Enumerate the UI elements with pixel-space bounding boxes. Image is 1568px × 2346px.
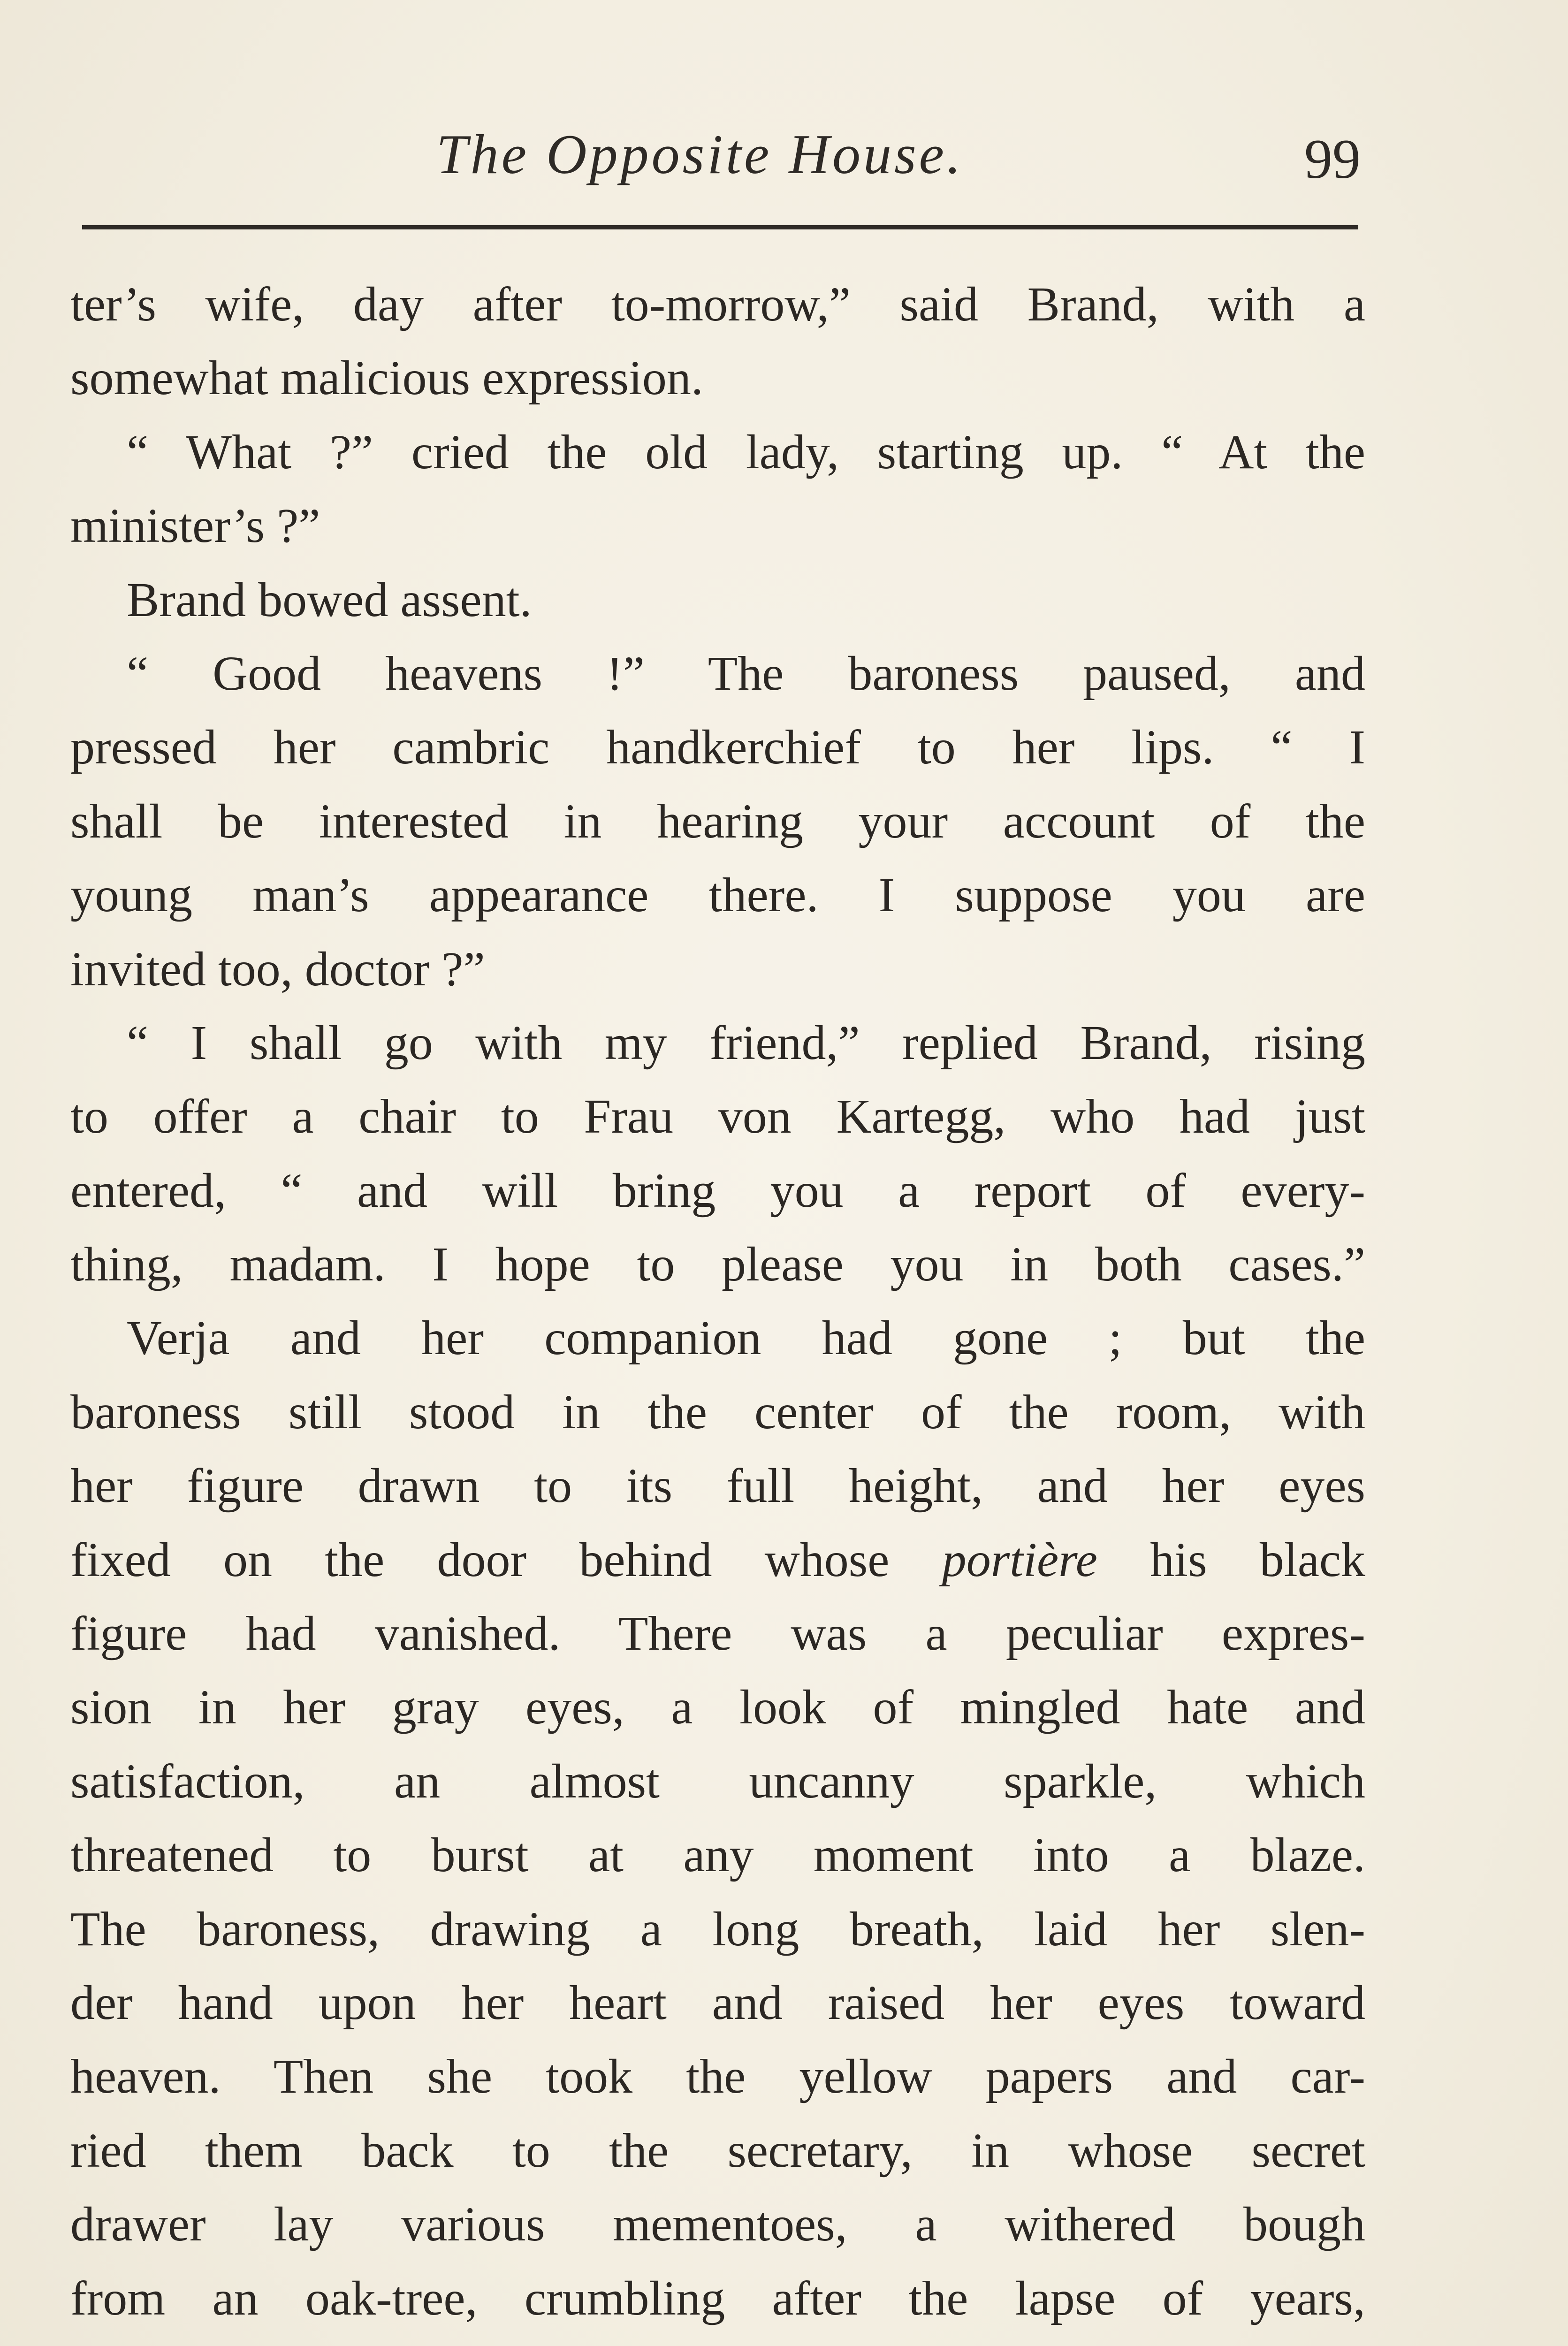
text-line: der hand upon her heart and raised her eyes toward <box>70 1975 1365 2030</box>
text-line: baroness still stood in the center of the room, with <box>70 1385 1365 1439</box>
text-line: Verja and her companion had gone ; but the <box>127 1311 1365 1365</box>
text-line: pressed her cambric handkerchief to her lips. “ I <box>70 720 1365 775</box>
text-line: sion in her gray eyes, a look of mingled hate and <box>70 1680 1365 1735</box>
text-line: from an oak-tree, crumbling after the lapse of years, <box>70 2271 1365 2325</box>
text-line: her figure drawn to its full height, and her eyes <box>70 1459 1365 1513</box>
text-line: invited too, doctor ?” <box>70 942 485 996</box>
text-line: “ What ?” cried the old lady, starting up. “ At the <box>127 425 1365 479</box>
text-line: figure had vanished. There was a peculiar expres- <box>70 1607 1365 1661</box>
text-line: minister’s ?” <box>70 499 320 553</box>
page-header <box>70 113 1361 206</box>
page-number: 99 <box>1304 128 1361 190</box>
text-segment: his black <box>1150 1532 1366 1587</box>
text-line: young man’s appearance there. I suppose you are <box>70 868 1365 922</box>
text-line: somewhat malicious expression. <box>70 351 703 405</box>
text-line: The baroness, drawing a long breath, laid her slen- <box>70 1902 1365 1956</box>
text-line: shall be interested in hearing your account of the <box>70 794 1365 848</box>
text-line: “ I shall go with my friend,” replied Brand, rising <box>127 1015 1365 1070</box>
running-title: The Opposite House. <box>436 123 964 185</box>
text-line-with-italic <box>70 1523 1365 1597</box>
italic-word-portiere: portière <box>942 1532 1097 1587</box>
text-line: ried them back to the secretary, in whose secret <box>70 2123 1365 2178</box>
text-segment: fixed on the door behind whose <box>70 1532 890 1587</box>
text-line: heaven. Then she took the yellow papers and car- <box>70 2049 1365 2104</box>
body-text <box>70 267 1365 2335</box>
text-line: drawer lay various mementoes, a withered bough <box>70 2197 1365 2252</box>
text-line: satisfaction, an almost uncanny sparkle, which <box>70 1754 1365 1808</box>
text-line: entered, “ and will bring you a report of every- <box>70 1163 1365 1218</box>
text-line: Brand bowed assent. <box>127 572 532 627</box>
text-line: to offer a chair to Frau von Kartegg, who had just <box>70 1089 1365 1144</box>
text-line: “ Good heavens !” The baroness paused, and <box>127 646 1365 701</box>
text-line: threatened to burst at any moment into a blaze. <box>70 1828 1365 1882</box>
header-rule <box>82 225 1358 229</box>
text-line: thing, madam. I hope to please you in both cases.” <box>70 1237 1365 1292</box>
text-line: ter’s wife, day after to-morrow,” said Brand, with a <box>70 277 1365 331</box>
